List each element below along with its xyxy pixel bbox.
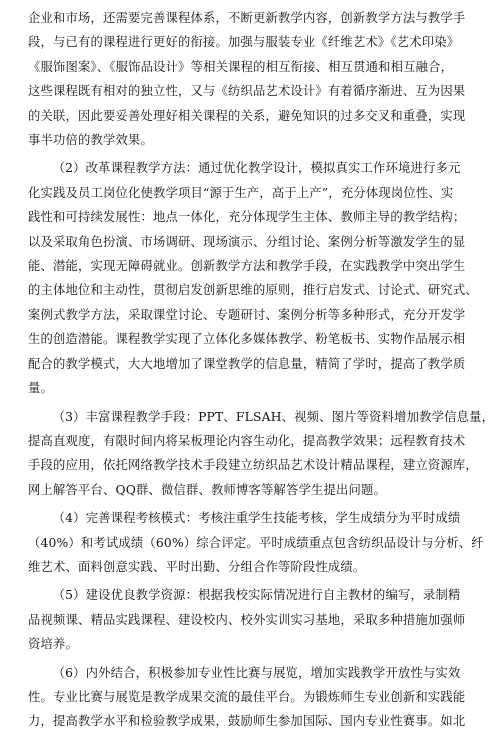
text-line: 性。专业比赛与展览是教学成果交流的最佳平台。为锻炼师生专业创新和实践能 xyxy=(28,689,466,704)
text-line: 量。 xyxy=(28,381,53,396)
text-line: （6）内外结合，积极参加专业性比赛与展览，增加实践教学开放性与实效 xyxy=(52,665,461,680)
text-line: 的关联，因此要妥善处理好相关课程的关系，避免知识的过多交叉和重叠，实现 xyxy=(28,108,466,123)
text-line: 以及采取角色扮演、市场调研、现场演示、分组讨论、案例分析等激发学生的显 xyxy=(28,234,466,249)
text-line: 《服饰图案》、《服饰品设计》等相关课程的相互衔接、相互贯通和相互融合， xyxy=(28,59,454,74)
text-line: 企业和市场，还需要完善课程体系，不断更新教学内容，创新教学方法与教学手 xyxy=(28,11,466,25)
text-line: 段，与已有的课程进行更好的衔接。加强与服装专业《纤维艺术》《艺术印染》 xyxy=(28,35,460,50)
paragraph-competitions xyxy=(28,661,466,734)
text-line: 践性和可持续发展性：地点一体化，充分体现学生主体、教师主导的教学结构； xyxy=(28,210,466,225)
paragraph-resources xyxy=(28,583,466,656)
text-line: 案例式教学方法，采取课堂讨论、专题研讨、案例分析等多种形式，充分开发学 xyxy=(28,307,466,322)
text-line: 手段的应用，依托网络教学技术手段建立纺织品艺术设计精品课程，建立资源库， xyxy=(28,458,478,473)
text-line: （5）建设优良教学资源：根据我校实际情况进行自主教材的编写，录制精 xyxy=(52,588,461,603)
text-line: 提高直观度，有限时间内将呆板理论内容生动化，提高教学效果；远程教育技术 xyxy=(28,433,466,448)
paragraph-assessment xyxy=(28,506,484,579)
text-line: 事半功倍的教学效果。 xyxy=(28,133,153,148)
paragraph-teaching-means xyxy=(28,405,494,503)
text-line: 力，提高教学水平和检验教学成果，鼓励师生参加国际、国内专业性赛事。如北 xyxy=(28,714,466,729)
text-line: 生的创造潜能。课程教学实现了立体化多媒体教学、粉笔板书、实物作品展示相 xyxy=(28,332,466,347)
text-line: 的主体地位和主动性，贯彻启发创新思维的原则，推行启发式、讨论式、研究式、 xyxy=(28,283,478,298)
text-line: （40%）和考试成绩（60%）综合评定。平时成绩重点包含纺织品设计与分析、纤 xyxy=(28,535,484,550)
text-line: 配合的教学模式，大大地增加了课堂教学的信息量，精简了学时，提高了教学质 xyxy=(28,356,466,371)
text-line: 维艺术、面料创意实践、平时出勤、分组合作等阶段性成绩。 xyxy=(28,559,366,574)
paragraph-intro xyxy=(28,6,466,152)
text-line: （3）丰富课程教学手段：PPT、FLSAH、视频、图片等资料增加教学信息量， xyxy=(52,409,494,424)
text-line: 能、潜能，实现无障碍就业。创新教学方法和教学手段，在实践教学中突出学生 xyxy=(28,259,466,274)
paragraph-teaching-methods xyxy=(28,156,478,400)
text-line: 这些课程既有相对的独立性，又与《纺织品艺术设计》有着循序渐进、互为因果 xyxy=(28,84,466,99)
text-line: （2）改革课程教学方法：通过优化教学设计，模拟真实工作环境进行多元 xyxy=(52,161,461,176)
text-line: 品视频课、精品实践课程、建设校内、校外实训实习基地，采取多种措施加强师 xyxy=(28,612,466,627)
text-line: 网上解答平台、QQ群、微信群、教师博客等解答学生提出问题。 xyxy=(28,482,386,497)
text-line: （4）完善课程考核模式：考核注重学生技能考核，学生成绩分为平时成绩 xyxy=(52,511,461,526)
text-line: 化实践及员工岗位化使教学项目“源于生产，高于上产”，充分体现岗位性、实 xyxy=(28,185,454,200)
text-line: 资培养。 xyxy=(28,637,78,652)
